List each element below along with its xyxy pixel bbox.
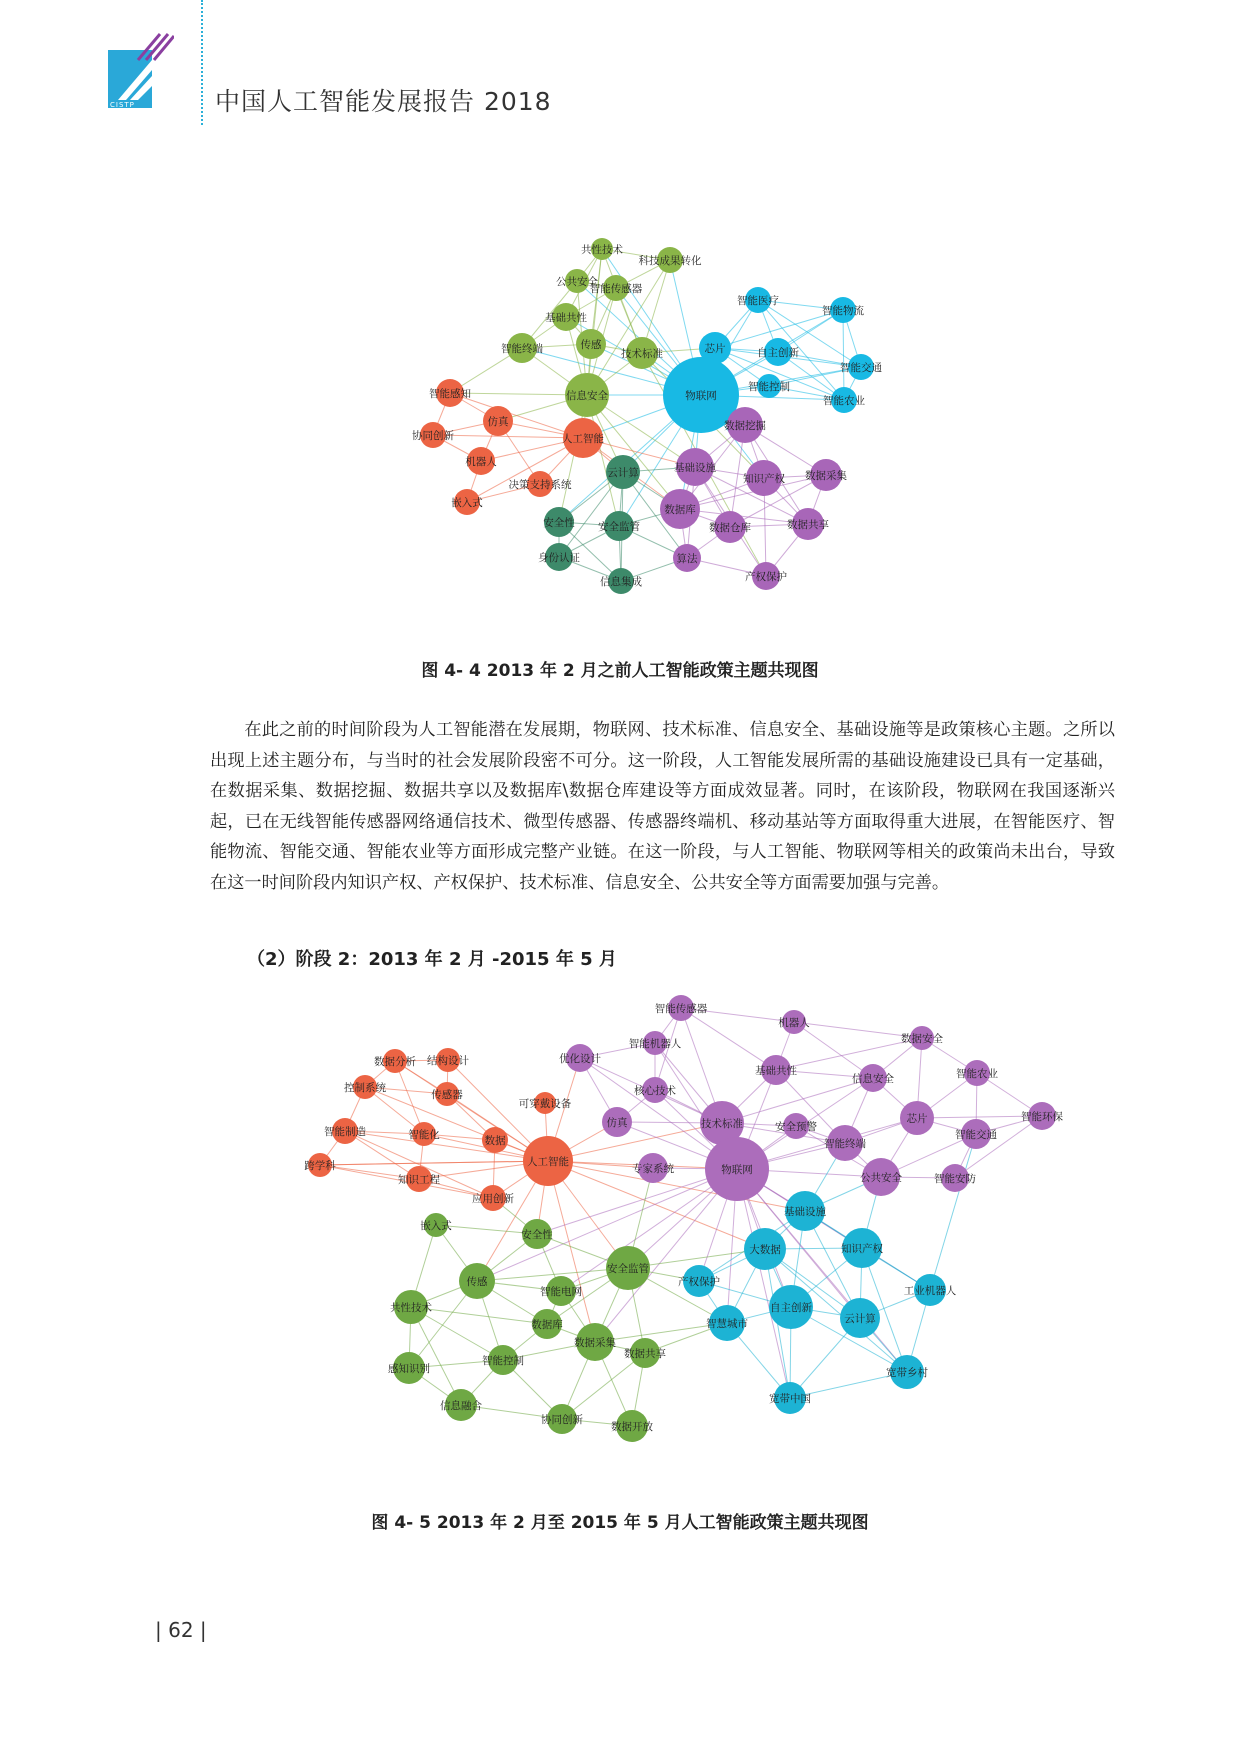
node-label: 安全性 bbox=[521, 1229, 553, 1241]
node-label: 专家系统 bbox=[632, 1163, 674, 1175]
node-label: 智慧城市 bbox=[706, 1318, 748, 1330]
node bbox=[523, 1136, 573, 1186]
node-label: 应用创新 bbox=[472, 1193, 514, 1205]
node-label: 物联网 bbox=[721, 1164, 753, 1176]
node-label: 云计算 bbox=[607, 467, 639, 479]
node bbox=[459, 1263, 495, 1299]
node-label: 信息集成 bbox=[600, 576, 642, 588]
node-label: 智能化 bbox=[408, 1129, 440, 1141]
node bbox=[509, 471, 572, 497]
figure-4-4-network bbox=[380, 225, 920, 630]
running-header: 中国人工智能发展报告 2018 bbox=[215, 87, 552, 116]
node-label: 智能物流 bbox=[822, 305, 864, 317]
node bbox=[420, 1213, 452, 1237]
node-label: 结构设计 bbox=[427, 1055, 469, 1067]
node bbox=[748, 374, 790, 398]
node bbox=[745, 562, 787, 590]
node-label: 自主创新 bbox=[757, 347, 799, 359]
node-label: 智能控制 bbox=[482, 1355, 524, 1367]
node-label: 决策支持系统 bbox=[508, 479, 572, 491]
node-label: 智能终端 bbox=[824, 1138, 866, 1150]
node bbox=[388, 1352, 430, 1384]
node-layer bbox=[412, 238, 882, 594]
node-label: 智能交通 bbox=[955, 1129, 997, 1141]
node-label: 公共安全 bbox=[860, 1172, 902, 1184]
node bbox=[900, 1101, 934, 1135]
node bbox=[598, 511, 640, 541]
node-label: 芯片 bbox=[906, 1113, 928, 1125]
node-label: 智能制造 bbox=[324, 1126, 366, 1138]
svg-text:CISTP: CISTP bbox=[110, 101, 135, 109]
node-label: 协同创新 bbox=[541, 1414, 583, 1426]
header-divider bbox=[201, 0, 203, 125]
node-label: 知识工程 bbox=[398, 1174, 440, 1186]
node-label: 自主创新 bbox=[770, 1302, 812, 1314]
node-label: 基础共性 bbox=[545, 312, 587, 324]
node-label: 知识产权 bbox=[841, 1243, 883, 1255]
figure-4-5-caption: 图 4- 5 2013 年 2 月至 2015 年 5 月人工智能政策主题共现图 bbox=[371, 1513, 869, 1533]
node-label: 数据共享 bbox=[624, 1348, 666, 1360]
node bbox=[482, 1345, 524, 1375]
node-label: 智能环保 bbox=[1021, 1111, 1063, 1123]
node bbox=[787, 508, 829, 540]
node-label: 共性技术 bbox=[390, 1302, 432, 1314]
node-label: 数据共享 bbox=[787, 519, 829, 531]
node-label: 大数据 bbox=[749, 1244, 781, 1256]
edge bbox=[843, 310, 844, 400]
node-label: 感知识别 bbox=[388, 1363, 430, 1375]
node bbox=[737, 287, 779, 313]
node-label: 知识产权 bbox=[743, 473, 785, 485]
node bbox=[538, 543, 580, 571]
node bbox=[390, 1290, 432, 1324]
edge bbox=[681, 1008, 776, 1070]
node-label: 智能传感器 bbox=[654, 1003, 708, 1015]
node-label: 数据 bbox=[484, 1135, 506, 1147]
node-layer bbox=[304, 995, 1063, 1442]
node-label: 跨学科 bbox=[304, 1160, 336, 1172]
node bbox=[769, 1382, 811, 1414]
edge bbox=[320, 1161, 548, 1165]
node bbox=[324, 1118, 366, 1144]
node-label: 数据仓库 bbox=[709, 522, 751, 534]
node-label: 智能控制 bbox=[748, 381, 790, 393]
node bbox=[606, 455, 640, 489]
node-label: 优化设计 bbox=[559, 1053, 601, 1065]
node bbox=[769, 1285, 813, 1329]
node-label: 基础共性 bbox=[755, 1065, 797, 1077]
node-label: 智能感知 bbox=[429, 388, 471, 400]
edge bbox=[930, 1134, 976, 1290]
node-label: 信息安全 bbox=[852, 1073, 894, 1085]
node-label: 智能传感器 bbox=[589, 283, 643, 295]
node-label: 产权保护 bbox=[745, 571, 787, 583]
node-label: 智能医疗 bbox=[737, 295, 779, 307]
edge bbox=[562, 1353, 645, 1419]
node-label: 基础设施 bbox=[784, 1206, 826, 1218]
node bbox=[611, 1410, 653, 1442]
node bbox=[655, 995, 708, 1021]
node-label: 信息安全 bbox=[566, 390, 608, 402]
figure-4-4-caption: 图 4- 4 2013 年 2 月之前人工智能政策主题共现图 bbox=[421, 661, 819, 681]
node bbox=[660, 489, 700, 529]
node bbox=[805, 459, 847, 491]
node-label: 身份认证 bbox=[538, 552, 580, 564]
body-paragraph: 在此之前的时间阶段为人工智能潜在发展期，物联网、技术标准、信息安全、基础设施等是政策核心主题。之所以出现上述主题分布，与当时的社会发展阶段密不可分。这一阶段，人工智能发展所需的基础设施建设已具有一定基础，在数据采集、数据挖掘、数据共享以及数据库\数据仓库建设等方面成效显著。同时，在该阶段，物联网在我国逐渐兴起，已在无线智能传感器网络通信技术、微型传感器、传感器终端机、移动基站等方面取得重大进展，在智能医疗、智能物流、智能交通、智能农业等方面形成完整产业链。在这一阶段，与人工智能、物联网等相关的政策尚未出台，导致在这一时间阶段内知识产权、产权保护、技术标准、信息安全、公共安全等方面需要加强与完善。 bbox=[210, 720, 1115, 893]
node bbox=[565, 373, 609, 417]
node bbox=[606, 1246, 650, 1290]
node-label: 核心技术 bbox=[634, 1085, 676, 1097]
node-label: 仿真 bbox=[606, 1117, 628, 1129]
node-label: 传感 bbox=[580, 339, 602, 351]
node-label: 算法 bbox=[676, 553, 698, 565]
node-label: 产权保护 bbox=[678, 1276, 720, 1288]
node-label: 共性技术 bbox=[581, 244, 623, 256]
node bbox=[483, 406, 513, 436]
node-label: 数据采集 bbox=[805, 470, 847, 482]
node-label: 智能终端 bbox=[501, 343, 543, 355]
node-label: 智能农业 bbox=[823, 395, 865, 407]
node-label: 公共安全 bbox=[556, 276, 598, 288]
node-label: 嵌入式 bbox=[420, 1220, 452, 1232]
node bbox=[824, 1125, 866, 1161]
node bbox=[840, 1298, 880, 1338]
node-label: 智能安防 bbox=[934, 1173, 976, 1185]
node bbox=[955, 1119, 997, 1149]
node bbox=[705, 1137, 769, 1201]
node-label: 人工智能 bbox=[527, 1156, 569, 1168]
node-label: 数据安全 bbox=[901, 1033, 943, 1045]
node-label: 可穿戴设备 bbox=[518, 1098, 572, 1110]
node-label: 机器人 bbox=[465, 456, 497, 468]
node bbox=[374, 1049, 416, 1073]
node-label: 智能农业 bbox=[956, 1068, 998, 1080]
node bbox=[602, 1107, 632, 1137]
node bbox=[429, 379, 471, 407]
node-label: 数据采集 bbox=[574, 1337, 616, 1349]
node bbox=[823, 387, 865, 413]
node-label: 机器人 bbox=[778, 1017, 810, 1029]
node bbox=[629, 1031, 682, 1055]
node-label: 安全性 bbox=[543, 517, 575, 529]
node bbox=[482, 1127, 508, 1153]
node-label: 协同创新 bbox=[412, 430, 454, 442]
node-label: 仿真 bbox=[487, 416, 509, 428]
node-label: 数据挖掘 bbox=[724, 420, 766, 432]
node bbox=[451, 489, 483, 515]
figure-4-5-network bbox=[235, 990, 1095, 1490]
node-label: 安全监管 bbox=[598, 521, 640, 533]
node bbox=[755, 1055, 797, 1085]
node bbox=[934, 1164, 976, 1192]
node-label: 传感 bbox=[466, 1276, 488, 1288]
node bbox=[531, 1309, 563, 1339]
node-label: 传感器 bbox=[431, 1089, 463, 1101]
node bbox=[465, 447, 497, 475]
node bbox=[886, 1355, 928, 1389]
node bbox=[440, 1389, 482, 1421]
node bbox=[304, 1153, 336, 1177]
node bbox=[841, 1228, 883, 1268]
node bbox=[576, 329, 606, 359]
node bbox=[574, 1323, 616, 1361]
node bbox=[427, 1048, 469, 1072]
cistp-logo bbox=[108, 30, 174, 110]
node bbox=[559, 1044, 601, 1072]
node bbox=[624, 1338, 666, 1368]
page-number: | 62 | bbox=[155, 1618, 207, 1642]
node bbox=[706, 1305, 748, 1341]
section-subheading: （2）阶段 2：2013 年 2 月 -2015 年 5 月 bbox=[247, 949, 617, 970]
node bbox=[639, 247, 702, 273]
node bbox=[562, 418, 604, 458]
node-label: 技术标准 bbox=[621, 348, 663, 360]
node bbox=[600, 568, 642, 594]
node-label: 芯片 bbox=[704, 343, 726, 355]
node-label: 宽带乡村 bbox=[886, 1367, 928, 1379]
node bbox=[744, 1228, 786, 1270]
node-label: 工业机器人 bbox=[903, 1285, 957, 1297]
node bbox=[743, 460, 785, 496]
node bbox=[412, 422, 454, 448]
node-label: 科技成果转化 bbox=[638, 255, 702, 267]
node-label: 技术标准 bbox=[701, 1118, 743, 1130]
node-label: 安全预警 bbox=[775, 1121, 817, 1133]
node-label: 物联网 bbox=[685, 390, 717, 402]
node-label: 数据库 bbox=[664, 504, 696, 516]
node-label: 数据分析 bbox=[374, 1056, 416, 1068]
node bbox=[344, 1075, 386, 1099]
node-label: 数据开放 bbox=[611, 1421, 653, 1433]
node-label: 信息融合 bbox=[440, 1400, 482, 1412]
node-label: 智能电网 bbox=[540, 1286, 582, 1298]
node-label: 人工智能 bbox=[562, 433, 604, 445]
node-label: 控制系统 bbox=[344, 1082, 386, 1094]
node-label: 智能机器人 bbox=[628, 1038, 682, 1050]
node-label: 嵌入式 bbox=[451, 497, 483, 509]
node-label: 智能交通 bbox=[840, 362, 882, 374]
node bbox=[581, 238, 623, 260]
node bbox=[472, 1185, 514, 1211]
node-label: 宽带中国 bbox=[769, 1393, 811, 1405]
node bbox=[521, 1219, 553, 1249]
node-label: 安全监管 bbox=[607, 1263, 649, 1275]
node-label: 数据库 bbox=[531, 1319, 563, 1331]
node bbox=[673, 544, 701, 572]
node-label: 云计算 bbox=[844, 1313, 876, 1325]
node bbox=[541, 1404, 583, 1434]
node-label: 基础设施 bbox=[674, 462, 716, 474]
node bbox=[901, 1026, 943, 1050]
edge bbox=[737, 1169, 907, 1372]
node bbox=[678, 1265, 720, 1297]
